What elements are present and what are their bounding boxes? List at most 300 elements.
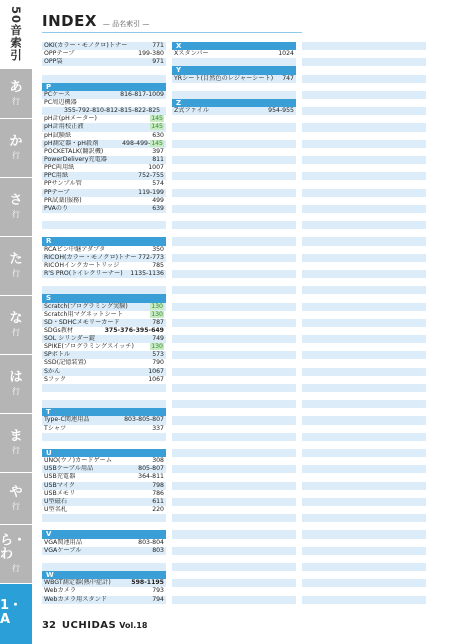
entry-page [131,579,164,587]
entry-name: OPPテープ [44,50,75,58]
blank-row [302,343,426,351]
entry-page [150,303,164,311]
entry-page-text: 752-755 [138,172,164,180]
blank-row [172,91,296,99]
entry-page-text: 798 [152,481,164,489]
entry-name: SPボトル [44,351,71,359]
blank-row [42,433,166,441]
blank-row [302,596,426,604]
entry-page-text: 1135-1136 [130,269,164,277]
entry-page-text: 199-380 [138,50,164,58]
blank-row [302,441,426,449]
index-entry [42,465,166,473]
blank-row [172,221,296,229]
index-entry [42,270,166,278]
blank-row [172,539,296,547]
index-entry [42,197,166,205]
blank-row [302,262,426,270]
entry-page [152,482,164,490]
blank-row [172,359,296,367]
index-tab-gyo: 行 [12,564,20,573]
entry-name: VGA関連用品 [44,538,83,546]
blank-row [172,506,296,514]
index-entry [42,189,166,197]
blank-row [302,384,426,392]
index-tab-6[interactable] [0,354,32,413]
blank-row [172,441,296,449]
index-entry [42,140,166,148]
index-entry [42,359,166,367]
index-entry [42,376,166,384]
entry-page [150,123,164,131]
entry-name: pH計用校正液 [44,123,84,131]
blank-row [302,205,426,213]
entry-page-text: 772-773 [138,253,164,261]
index-tab-gyo: 行 [12,96,20,106]
blank-row [302,221,426,229]
entry-name: PPC用紙 [44,172,69,180]
entry-page-text: 803 [152,546,164,554]
entry-page [152,506,164,514]
blank-row [302,66,426,74]
index-entry [42,416,166,424]
entry-name: PPサンプル管 [44,180,82,188]
index-entry [42,579,166,587]
entry-name: R'S PRO(トイレクリーナー) [44,269,123,277]
entry-name: VGAケーブル [44,546,82,554]
index-tab-10[interactable] [0,583,32,644]
index-tab-gyo: 行 [12,269,20,278]
index-entry [42,148,166,156]
index-tab-kana: 1・A [0,598,23,627]
blank-row [172,473,296,481]
blank-row [302,604,426,612]
page-number: 32 [42,620,56,631]
entry-page [152,156,164,164]
page-badge: 130 [151,343,163,351]
entry-page [152,490,164,498]
entry-page-text: 803-805-807 [124,416,164,424]
blank-row [302,58,426,66]
header-rule [42,32,302,33]
entry-page [150,343,164,351]
blank-row [42,563,166,571]
blank-row [172,514,296,522]
blank-row [302,42,426,50]
section-letter-header: W [42,571,166,579]
entry-name: PCケース [44,90,71,98]
entry-page-text: 747 [282,74,294,82]
blank-row [172,433,296,441]
blank-row [302,189,426,197]
entry-page-text: 793 [152,587,164,595]
index-tab-gyo: 行 [12,501,20,511]
blank-row [302,539,426,547]
entry-page-text: 790 [152,359,164,367]
blank-row [302,392,426,400]
entry-page [105,327,164,335]
section-letter-header: U [42,449,166,457]
index-entry [42,91,166,99]
page-badge: 130 [151,302,163,310]
index-tab-9[interactable] [0,524,32,583]
entry-page-text: 308 [152,457,164,465]
index-entry [42,262,166,270]
blank-row [172,270,296,278]
blank-row [302,465,426,473]
entry-name: PR試薬(服務) [44,196,82,204]
index-tab-1[interactable] [0,68,32,118]
section-letter-header: Y [172,66,296,74]
entry-page-text: 375-376-395-649 [104,326,164,334]
index-entry [42,164,166,172]
entry-page [152,359,164,367]
blank-row [42,278,166,286]
blank-row [302,319,426,327]
blank-row [302,303,426,311]
index-entry [42,343,166,351]
index-tab-kana: ら・わ [0,533,27,562]
entry-name: SSD(記憶装置) [44,359,87,367]
entry-name: UNO(ウノ)カードゲーム [44,457,113,465]
blank-row [302,91,426,99]
index-tab-gyo: 行 [12,387,20,396]
entry-name: 355-792-810-812-815-822-825 [64,107,161,115]
entry-page [148,376,164,384]
index-tab-kana: か [9,134,23,149]
entry-page-text: 971 [152,58,164,66]
index-entry [42,180,166,188]
entry-page-text: 350 [152,245,164,253]
blank-row [172,83,296,91]
index-tab-5[interactable] [0,295,32,354]
entry-name: PVAのり [44,204,69,212]
index-entry [42,172,166,180]
blank-row [302,294,426,302]
blank-row [172,132,296,140]
blank-row [172,164,296,172]
blank-row [302,482,426,490]
blank-row [302,50,426,58]
entry-name: USBケーブル用品 [44,465,94,473]
index-tab-4[interactable] [0,236,32,295]
index-entry [42,482,166,490]
blank-row [302,498,426,506]
index-entry [42,327,166,335]
entry-page-text: 805-807 [138,465,164,473]
blank-row [172,115,296,123]
entry-page [148,164,164,172]
entry-name: POCKETALK(翻訳機) [44,147,104,155]
index-entry [42,99,166,107]
entry-page-text: 598-1195 [131,579,164,587]
blank-row [172,416,296,424]
entry-page [152,262,164,270]
entry-page [138,189,164,197]
index-entry [42,156,166,164]
entry-page [150,115,164,123]
blank-row [172,172,296,180]
entry-name: Type-C関連用品 [44,416,90,424]
entry-page [152,197,164,205]
index-column-3 [302,42,426,612]
blank-row [172,530,296,538]
page-badge: 145 [151,123,163,131]
index-tab-kana: や [9,484,23,500]
blank-row [172,286,296,294]
blank-row [42,75,166,83]
blank-row [302,400,426,408]
entry-name: Sかん [44,367,61,375]
section-letter-header: S [42,294,166,302]
entry-name: pH測定器・pH殺剤 [44,139,99,147]
entry-name: U型磁石 [44,497,68,505]
blank-row [302,75,426,83]
blank-row [172,246,296,254]
blank-row [302,148,426,156]
blank-row [172,180,296,188]
entry-name: Xスタンパー [174,50,209,58]
blank-row [302,555,426,563]
entry-page [152,457,164,465]
entry-page [152,205,164,213]
blank-row [172,237,296,245]
blank-row [302,213,426,221]
entry-page [152,596,164,604]
blank-row [42,384,166,392]
sidebar-heading [0,0,32,68]
blank-row [42,522,166,530]
entry-name: SPIKE(プログラミングスイッチ) [44,343,134,351]
blank-row [302,270,426,278]
index-entry [42,473,166,481]
entry-page-text: 786 [152,489,164,497]
entry-page [152,319,164,327]
entry-page [152,132,164,140]
entry-name: Scratch用マグネットシート [44,310,124,318]
catalog-brand: UCHIDAS [61,620,117,631]
index-tab-7[interactable] [0,413,32,472]
blank-row [172,425,296,433]
blank-row [172,522,296,530]
entry-page [152,351,164,359]
section-letter-header: V [42,530,166,538]
blank-row [172,449,296,457]
blank-row [172,343,296,351]
blank-row [172,563,296,571]
blank-row [172,571,296,579]
blank-row [172,140,296,148]
blank-row [172,189,296,197]
entry-page [138,539,164,547]
entry-page [152,148,164,156]
blank-row [302,522,426,530]
entry-page [152,246,164,254]
entry-page-text: 954-955 [268,107,294,115]
entry-name: SOL シリンダー錠 [44,335,96,343]
index-tab-kana: た [9,252,23,267]
blank-row [172,587,296,595]
blank-row [302,376,426,384]
entry-name: USBマイク [44,481,76,489]
entry-page-text: 630 [152,131,164,139]
blank-row [42,286,166,294]
blank-row [42,229,166,237]
entry-name: PPテープ [44,188,70,196]
blank-row [302,311,426,319]
entry-page [152,547,164,555]
blank-row [302,123,426,131]
index-entry [42,596,166,604]
entry-page-text: 787 [152,318,164,326]
entry-page [138,254,164,262]
section-letter-header: X [172,42,296,50]
entry-name: RICOHインクカートリッジ [44,261,120,269]
index-tab-2[interactable] [0,118,32,177]
section-letter-header: Z [172,99,296,107]
entry-page-text: 1067 [148,367,164,375]
index-entry [42,498,166,506]
entry-name: SD・SDHCメモリーカード [44,318,120,326]
section-letter-header: R [42,237,166,245]
index-entry [42,335,166,343]
blank-row [42,514,166,522]
blank-row [172,408,296,416]
blank-row [302,132,426,140]
entry-page-text: 573 [152,351,164,359]
blank-row [302,433,426,441]
index-entry [42,425,166,433]
index-entry [42,254,166,262]
entry-page-text: 639 [152,204,164,212]
blank-row [302,140,426,148]
entry-page-text: 1007 [148,164,164,172]
entry-page-text: 771 [152,42,164,49]
index-entry [42,457,166,465]
blank-row [302,547,426,555]
blank-row [302,514,426,522]
blank-row [172,123,296,131]
entry-name: Scratch(プログラミング実験) [44,302,128,310]
blank-row [302,530,426,538]
blank-row [172,555,296,563]
index-tab-kana: な [9,311,23,326]
entry-name: Webカメラ用スタンド [44,595,107,603]
blank-row [302,180,426,188]
entry-page-text: 785 [152,261,164,269]
blank-row [302,107,426,115]
entry-page [148,368,164,376]
entry-name: USB充電器 [44,473,76,481]
index-tab-kana: あ [9,79,23,95]
entry-page-text: 794 [152,595,164,603]
index-entry [42,115,166,123]
index-tab-3[interactable] [0,177,32,236]
blank-row [42,441,166,449]
blank-row [42,213,166,221]
page-title: INDEX [42,12,97,30]
entry-page [278,50,294,58]
blank-row [302,156,426,164]
blank-row [172,262,296,270]
blank-row [172,579,296,587]
blank-row [302,115,426,123]
entry-page-text: 749 [152,335,164,343]
blank-row [302,278,426,286]
blank-row [42,400,166,408]
entry-page-text: 816-817-1009 [120,90,164,98]
page-subtitle: — 品名索引 — [102,20,150,28]
index-entry [42,58,166,66]
blank-row [172,482,296,490]
entry-page [152,425,164,433]
entry-name: USBメモリ [44,489,76,497]
blank-row [172,319,296,327]
blank-row [302,229,426,237]
entry-page-text: 220 [152,506,164,514]
index-tab-kana: ま [9,429,23,444]
index-entry [172,75,296,83]
entry-page-text: 803-804 [138,538,164,546]
entry-page-text: 364-811 [138,473,164,481]
index-tab-8[interactable] [0,472,32,524]
entry-name: WBGT測定器(熱中症計) [44,579,111,587]
entry-name: PPC両用紙 [44,164,75,172]
entry-page-text: 611 [152,497,164,505]
entry-name: pH試験紙 [44,131,72,139]
index-entry [42,547,166,555]
blank-row [302,99,426,107]
index-tab-gyo: 行 [12,446,20,455]
entry-page [124,416,164,424]
blank-row [172,376,296,384]
index-entry [42,107,166,115]
entry-name: Sフック [44,375,67,383]
blank-row [172,490,296,498]
blank-row [172,465,296,473]
blank-row [172,400,296,408]
index-entry [42,123,166,131]
blank-row [302,473,426,481]
entry-page [138,465,164,473]
entry-page-text: 337 [152,424,164,432]
index-entry [42,587,166,595]
blank-row [302,368,426,376]
entry-page-text: 811 [152,155,164,163]
index-entry [42,246,166,254]
index-entry [42,132,166,140]
entry-name: OPP袋 [44,58,63,66]
page-badge: 145 [151,139,163,147]
entry-name: RCAピン中継アダプタ [44,245,106,253]
blank-row [172,392,296,400]
entry-page [152,180,164,188]
entry-page-text: 397 [152,147,164,155]
blank-row [302,351,426,359]
blank-row [172,205,296,213]
entry-name: OKI(カラー・モノクロ)トナー [44,42,128,49]
blank-row [172,213,296,221]
blank-row [172,384,296,392]
blank-row [172,156,296,164]
blank-row [42,392,166,400]
blank-row [302,335,426,343]
blank-row [172,294,296,302]
index-entry [42,506,166,514]
blank-row [42,66,166,74]
blank-row [302,416,426,424]
entry-page [152,58,164,66]
